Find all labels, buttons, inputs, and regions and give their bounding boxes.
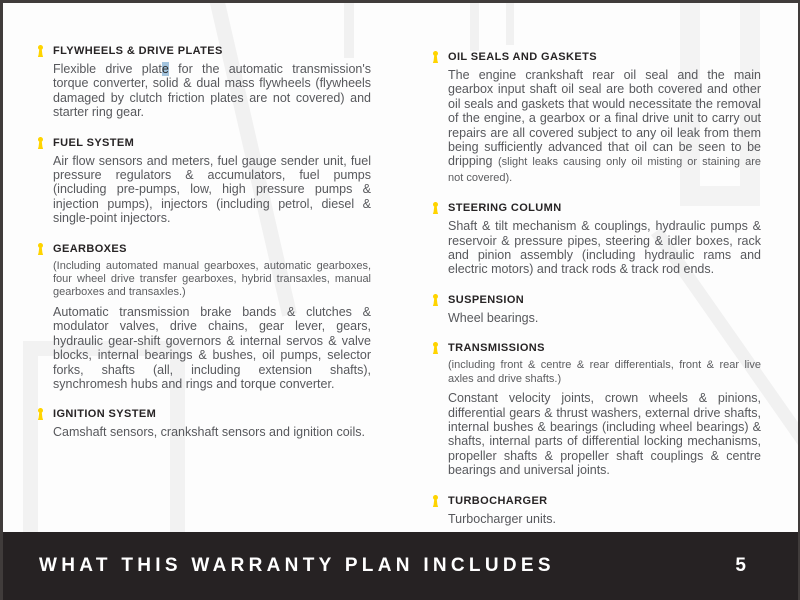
page-content (36, 45, 788, 543)
watermark-stripe-top-2 (470, 3, 479, 51)
section-body: Constant velocity joints, crown wheels & pinions, differential gears & thrust washers, external drive shafts, internal bushes & bearings (including wheel bearings) & shafts, internal parts of differential locking mechanisms, propeller shafts & propeller shaft couplings & centre bearings and universal joints. (448, 391, 761, 478)
page-number: 5 (735, 555, 746, 576)
section-body: Camshaft sensors, crankshaft sensors and ignition coils. (53, 425, 365, 440)
spanner-bullet-icon (431, 294, 440, 306)
section-title: TRANSMISSIONS (448, 342, 545, 355)
section-title: TURBOCHARGER (448, 494, 548, 507)
section-fuel-system (36, 137, 371, 226)
section-title: FLYWHEELS & DRIVE PLATES (53, 45, 223, 57)
section-flywheels-drive-plates (36, 45, 371, 120)
section-body (448, 68, 761, 185)
section-body: Turbocharger units. (448, 511, 556, 526)
body-text: The engine crankshaft rear oil seal and the main gearbox input shaft oil seal are both covered and other oil seals and gaskets that would necessitate the removal of the engine, a gearbox or a final drive unit to carry out repairs are all covered subject to any oil leak from them being sufficiently advanced that oil can be seen to be dripping (448, 68, 761, 169)
spanner-bullet-icon (431, 495, 440, 507)
spanner-bullet-icon (431, 51, 440, 63)
section-title: GEARBOXES (53, 242, 127, 255)
footer-bar (3, 532, 798, 600)
spanner-bullet-icon (36, 45, 45, 57)
section-steering-column (431, 202, 761, 277)
spanner-bullet-icon (36, 243, 45, 255)
body-text: Flexible drive plat (53, 62, 162, 76)
section-body: Shaft & tilt mechanism & couplings, hydraulic pumps & reservoir & pressure pipes, steering & idler boxes, rack and pinion assembly (including hydraulic rams and electric motors) and track rods & track rod ends. (448, 219, 761, 277)
watermark-stripe-top-3 (506, 3, 514, 45)
body-text: for the automatic transmission's torque converter, solid & dual mass flywheels (flywheels damaged by clutch friction plates are not covered) and starter ring gear. (53, 62, 371, 120)
section-note: (including front & centre & rear differentials, front & rear live axles and drive shafts.) (448, 359, 761, 385)
section-ignition-system (36, 408, 371, 439)
spanner-bullet-icon (431, 342, 440, 354)
section-title: SUSPENSION (448, 293, 525, 306)
section-body (53, 62, 371, 120)
section-title: OIL SEALS AND GASKETS (448, 51, 597, 63)
section-suspension (431, 294, 761, 325)
section-note-inline: (slight leaks causing only oil misting or staining are not covered). (448, 156, 761, 184)
spanner-bullet-icon (36, 137, 45, 149)
section-title: STEERING COLUMN (448, 202, 562, 215)
footer-title: WHAT THIS WARRANTY PLAN INCLUDES (39, 555, 555, 576)
section-body: Automatic transmission brake bands & clutches & modulator valves, drive chains, gear lever, gears, hydraulic gear-shift governors & internal servos & valve blocks, internal bearings & bushes, oil pumps, selector forks, shafts (all, including extension shafts), synchromesh hubs and rings and torque converter. (53, 304, 371, 391)
spanner-bullet-icon (36, 408, 45, 420)
section-turbocharger (431, 495, 761, 526)
left-column (36, 45, 371, 543)
selected-character: e (161, 62, 169, 76)
section-body: Wheel bearings. (448, 310, 539, 325)
section-note: (Including automated manual gearboxes, automatic gearboxes, four wheel drive transfer gearboxes, hybrid transaxles, manual gearboxes and transaxles.) (53, 259, 371, 299)
section-body: Air flow sensors and meters, fuel gauge sender unit, fuel pressure regulators & accumulators, fuel pumps (including pre-pumps, low, high pressure pumps & injection pumps), injectors (including petrol, diesel & single-point injectors. (53, 153, 371, 226)
section-title: FUEL SYSTEM (53, 136, 135, 149)
section-title: IGNITION SYSTEM (53, 408, 157, 421)
section-oil-seals-gaskets (431, 51, 761, 185)
section-gearboxes (36, 243, 371, 392)
section-transmissions (431, 342, 761, 477)
right-column (431, 45, 761, 543)
spanner-bullet-icon (431, 202, 440, 214)
